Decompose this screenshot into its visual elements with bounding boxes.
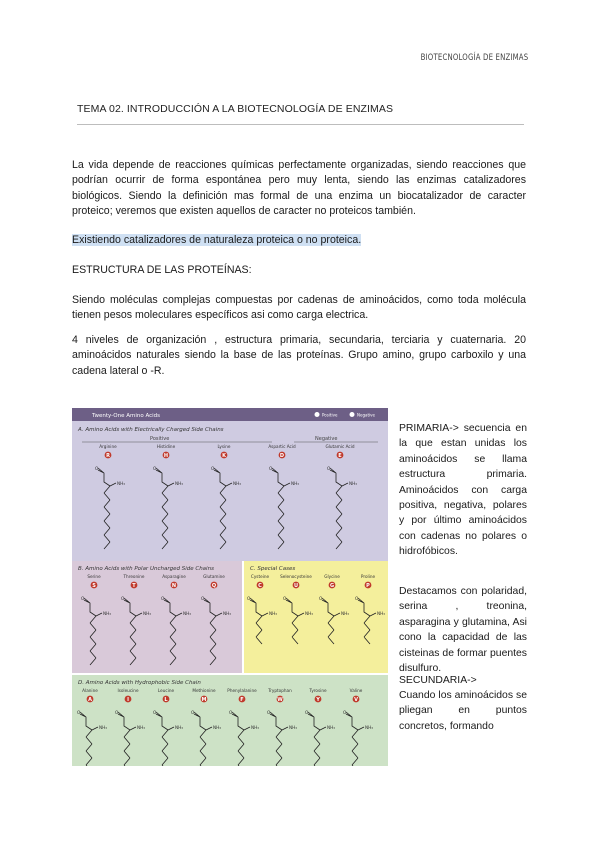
amino-acid-code: D <box>279 452 285 459</box>
amino-acid-code: E <box>338 452 342 459</box>
amino-acid-name: Methionine <box>192 688 216 693</box>
amino-acid-name: Proline <box>360 574 376 579</box>
carboxyl-label: O <box>153 710 157 715</box>
carboxyl-label: O <box>319 596 323 601</box>
carboxyl-label: O <box>269 466 273 471</box>
amino-acid-name: Glutamine <box>203 574 225 579</box>
amino-acid-code: L <box>164 696 168 703</box>
amino-acid-name: Isoleucine <box>117 688 139 693</box>
amino-acid-name: Cysteine <box>250 574 270 579</box>
amine-group-label: NH₃ <box>175 481 183 486</box>
primaria-text: PRIMARIA-> secuencia en la que estan unidas los aminoácidos se llama estructura primaria. Aminoácidos con carga positiva, negativa, polares y por último aminoácidos con cadenas no polares o hidrofóbicos. <box>399 423 527 558</box>
amino-acid-name: Valine <box>349 688 363 693</box>
amine-group-label: NH₃ <box>349 481 357 486</box>
carboxyl-label: O <box>191 710 195 715</box>
amino-acid-name: Glutamic Acid <box>325 444 355 449</box>
highlighted-text: Existiendo catalizadores de naturaleza proteica o no proteica. <box>72 234 362 246</box>
amino-acids-figure <box>72 408 388 766</box>
amino-acid-name: Lysine <box>217 444 231 449</box>
amino-acid-code: G <box>329 582 335 589</box>
amine-group-label: NH₃ <box>117 481 125 486</box>
carboxyl-label: O <box>81 596 85 601</box>
carboxyl-label: O <box>327 466 331 471</box>
secundaria-text: Cuando los aminoácidos se pliegan en puntos concretos, formando <box>399 690 527 732</box>
amine-group-label: NH₃ <box>213 725 221 730</box>
amine-group-label: NH₃ <box>137 725 145 730</box>
carboxyl-label: O <box>355 596 359 601</box>
carboxyl-label: O <box>343 710 347 715</box>
amino-acid-code: F <box>240 696 244 703</box>
amino-acid-code: P <box>366 582 370 589</box>
amino-acid-name: Tryptophan <box>268 688 292 693</box>
carboxyl-label: O <box>77 710 81 715</box>
amino-acid-name: Glycine <box>324 574 340 579</box>
amino-acid-name: Threonine <box>123 574 145 579</box>
amine-group-label: NH₃ <box>175 725 183 730</box>
carboxyl-label: O <box>121 596 125 601</box>
amino-acid-code: I <box>127 696 129 703</box>
negative-label: Negative <box>315 436 338 442</box>
levels-paragraph: 4 niveles de organización , estructura primaria, secundaria, terciaria y cuaternaria. 20 aminoácidos naturales siendo la base de las proteínas. Grupo amino, grupo carboxilo y una cadena lateral o -R. <box>72 334 526 377</box>
amino-acid-code: N <box>171 582 177 589</box>
legend-negative-icon <box>350 412 355 417</box>
carboxyl-label: O <box>229 710 233 715</box>
amino-acid-code: W <box>277 696 283 703</box>
amino-acid-name: Leucine <box>157 688 175 693</box>
amine-group-label: NH₃ <box>291 481 299 486</box>
polar-text: Destacamos con polaridad, serina , treonina, asparagina y glutamina, Asi cono la capacidad de las cisteinas de formar puentes disulfuro. <box>399 586 527 675</box>
figure-title: Twenty-One Amino Acids <box>92 413 161 419</box>
amino-acid-code: C <box>258 582 262 589</box>
carboxyl-label: O <box>267 710 271 715</box>
legend-positive-icon <box>315 412 320 417</box>
structure-paragraph: Siendo moléculas complejas compuestas por cadenas de aminoácidos, como toda molécula tienen pesos moleculares específicos asi como carga electrica. <box>72 294 526 322</box>
amino-acid-code: H <box>163 452 169 459</box>
amine-group-label: NH₃ <box>341 611 349 616</box>
amine-group-label: NH₃ <box>183 611 191 616</box>
amine-group-label: NH₃ <box>99 725 107 730</box>
amino-acid-code: A <box>88 696 92 703</box>
amine-group-label: NH₃ <box>305 611 313 616</box>
amino-acid-name: Tyrosine <box>309 688 327 693</box>
intro-paragraph: La vida depende de reacciones químicas perfectamente organizadas, siendo reacciones que podrían ocurrir de forma espontánea pero muy lenta, siendo las enzimas catalizadores biológicos. Siendo la definición mas formal de una enzima un biocatalizador de caracter proteico; veremos que existen aquellos de caracter no proteicos también. <box>72 159 526 217</box>
amine-group-label: NH₃ <box>327 725 335 730</box>
running-header: BIOTECNOLOGÍA DE ENZIMAS <box>420 53 528 63</box>
highlight-paragraph <box>72 233 526 248</box>
legend-negative: Negative <box>357 412 375 418</box>
amino-acid-name: Phenylalanine <box>227 688 257 693</box>
positive-label: Positive <box>150 436 170 442</box>
panel-b-title: B. Amino Acids with Polar Uncharged Side Chains <box>78 566 214 572</box>
amino-acid-code: K <box>222 452 226 459</box>
amino-acid-name: Aspartic Acid <box>268 444 296 449</box>
secundaria-heading: SECUNDARIA-> <box>399 675 477 686</box>
amino-acid-code: S <box>92 582 96 589</box>
amine-group-label: NH₃ <box>103 611 111 616</box>
amino-acid-code: M <box>201 696 207 703</box>
section-heading: ESTRUCTURA DE LAS PROTEÍNAS: <box>72 264 252 276</box>
amino-acid-code: U <box>293 582 299 589</box>
document-title: TEMA 02. INTRODUCCIÓN A LA BIOTECNOLOGÍA DE ENZIMAS <box>77 103 394 115</box>
carboxyl-label: O <box>153 466 157 471</box>
amino-acid-name: Histidine <box>156 444 176 449</box>
panel-d-title: D. Amino Acids with Hydrophobic Side Chain <box>78 680 201 686</box>
amino-acid-name: Alanine <box>82 688 98 693</box>
amino-acid-code: V <box>354 696 358 703</box>
panel-a-title: A. Amino Acids with Electrically Charged Side Chains <box>78 427 224 433</box>
amine-group-label: NH₃ <box>289 725 297 730</box>
carboxyl-label: O <box>247 596 251 601</box>
amine-group-label: NH₃ <box>143 611 151 616</box>
carboxyl-label: O <box>95 466 99 471</box>
carboxyl-label: O <box>161 596 165 601</box>
amino-acid-code: Y <box>316 696 320 703</box>
amine-group-label: NH₃ <box>377 611 385 616</box>
amine-group-label: NH₃ <box>251 725 259 730</box>
panel-c-title: C. Special Cases <box>250 566 296 572</box>
amino-acid-code: T <box>132 582 136 589</box>
amine-group-label: NH₃ <box>233 481 241 486</box>
amino-acid-code: Q <box>211 582 217 589</box>
carboxyl-label: O <box>283 596 287 601</box>
amino-acid-code: R <box>106 452 110 459</box>
amine-group-label: NH₃ <box>223 611 231 616</box>
carboxyl-label: O <box>211 466 215 471</box>
amine-group-label: NH₃ <box>365 725 373 730</box>
carboxyl-label: O <box>115 710 119 715</box>
amine-group-label: NH₃ <box>269 611 277 616</box>
amino-acid-name: Serine <box>87 574 101 579</box>
carboxyl-label: O <box>201 596 205 601</box>
legend-positive: Positive <box>322 412 338 418</box>
amino-acid-name: Asparagine <box>162 574 186 579</box>
carboxyl-label: O <box>305 710 309 715</box>
amino-acid-name: Selenocysteine <box>280 574 312 579</box>
amino-acid-name: Arginine <box>99 444 117 449</box>
title-divider <box>77 124 524 125</box>
